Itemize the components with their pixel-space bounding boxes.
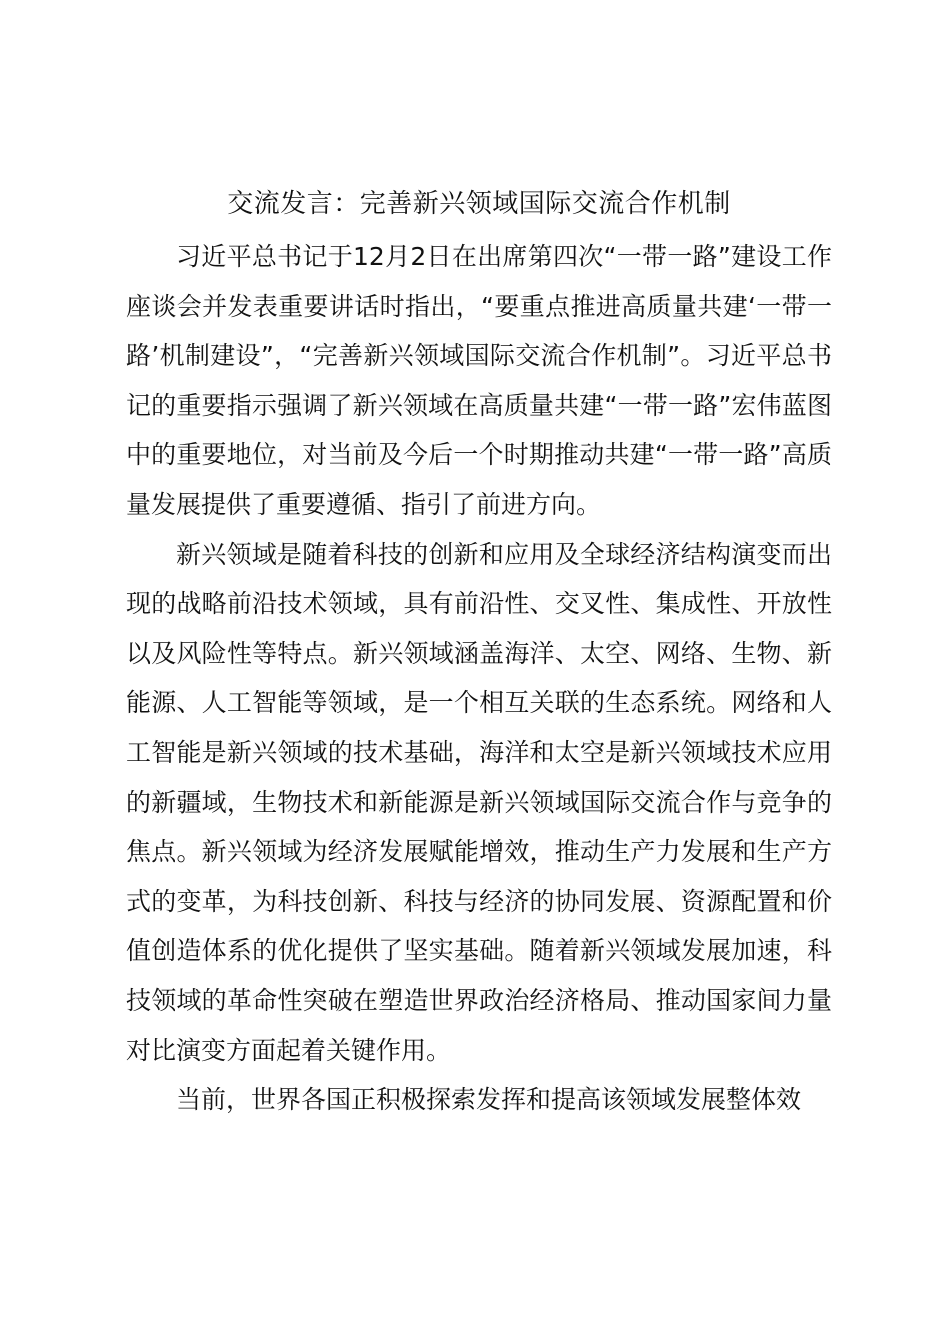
paragraph-3: 当前，世界各国正积极探索发挥和提高该领域发展整体效 xyxy=(176,1085,802,1115)
paragraph-2: 新兴领域是随着科技的创新和应用及全球经济结构演变而出现的战略前沿技术领域，具有前沿性、交叉性、集成性、开放性以及风险性等特点。新兴领域涵盖海洋、太空、网络、生物、新能源、人工智能等领域，是一个相互关联的生态系统。网络和人工智能是新兴领域的技术基础，海洋和太空是新兴领域技术应用的新疆域，生物技术和新能源是新兴领域国际交流合作与竞争的焦点。新兴领域为经济发展赋能增效，推动生产力发展和生产方式的变革，为科技创新、科技与经济的协同发展、资源配置和价值创造体系的优化提供了坚实基础。随着新兴领域发展加速，科技领域的革命性突破在塑造世界政治经济格局、推动国家间力量对比演变方面起着关键作用。 xyxy=(126,539,832,1065)
document-body xyxy=(126,232,832,1125)
paragraph-1: 习近平总书记于12月2日在出席第四次“一带一路”建设工作座谈会并发表重要讲话时指出，“要重点推进高质量共建‘一带一路’机制建设”，“完善新兴领域国际交流合作机制”。习近平总书记的重要指示强调了新兴领域在高质量共建“一带一路”宏伟蓝图中的重要地位，对当前及今后一个时期推动共建“一带一路”高质量发展提供了重要遵循、指引了前进方向。 xyxy=(126,242,832,519)
document-title: 交流发言：完善新兴领域国际交流合作机制 xyxy=(227,189,731,219)
